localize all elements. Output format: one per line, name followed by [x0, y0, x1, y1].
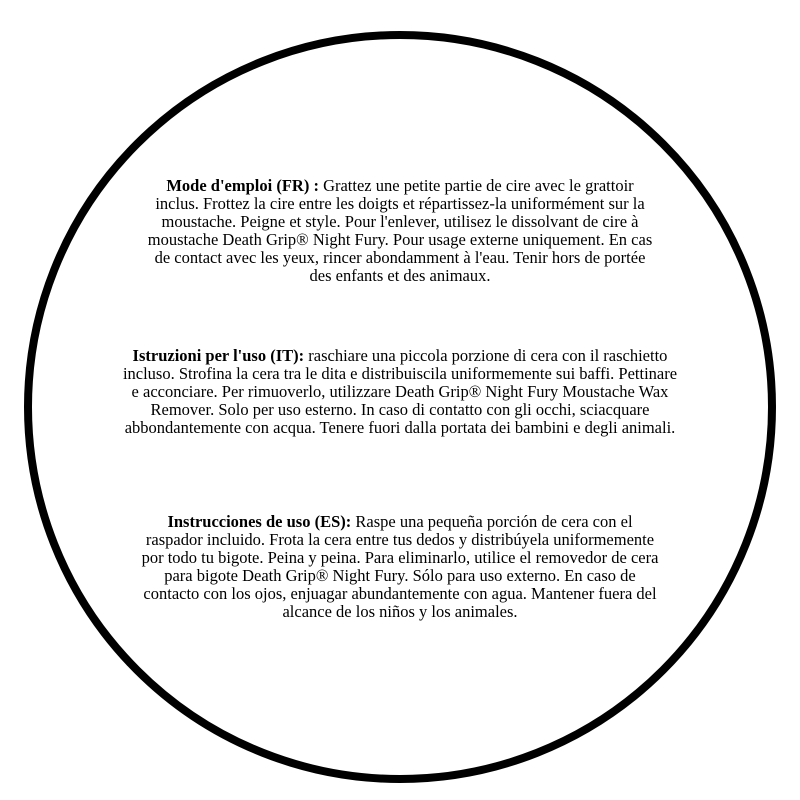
instructions-es-paragraph: [140, 513, 660, 621]
instructions-it-heading: Istruzioni per l'uso (IT):: [132, 346, 305, 365]
instructions-it-paragraph: [120, 347, 680, 437]
instructions-es: [0, 513, 800, 621]
instructions-es-body: Raspe una pequeña porción de cera con el raspador incluido. Frota la cera entre tus dedos y distribúyela uniformemente por todo tu bigote. Peina y peina. Para eliminarlo, utilice el removedor de cera para bigote Death Grip® Night Fury. Sólo para uso externo. En caso de contacto con los ojos, enjuagar abundantemente con agua. Mantener fuera del alcance de los niños y los animales.: [141, 512, 659, 621]
instructions-it-body: raschiare una piccola porzione di cera con il raschietto incluso. Strofina la cera tra le dita e distribuiscila uniformemente sui baffi. Pettinare e acconciare. Per rimuoverlo, utilizzare Death Grip® Night Fury Moustache Wax Remover. Solo per uso esterno. In caso di contatto con gli occhi, sciacquare abbondantemente con acqua. Tenere fuori dalla portata dei bambini e degli animali.: [122, 346, 678, 437]
instructions-fr: [0, 177, 800, 285]
instructions-fr-heading: Mode d'emploi (FR) :: [166, 176, 319, 195]
instructions-fr-body: Grattez une petite partie de cire avec le grattoir inclus. Frottez la cire entre les doigts et répartissez-la uniformément sur la moustache. Peigne et style. Pour l'enlever, utilisez le dissolvant de cire à moustache Death Grip® Night Fury. Pour usage externe uniquement. En cas de contact avec les yeux, rincer abondamment à l'eau. Tenir hors de portée des enfants et des animaux.: [147, 176, 653, 285]
instructions-fr-paragraph: [145, 177, 655, 285]
instructions-es-heading: Instrucciones de uso (ES):: [167, 512, 352, 531]
instructions-it: [0, 347, 800, 437]
